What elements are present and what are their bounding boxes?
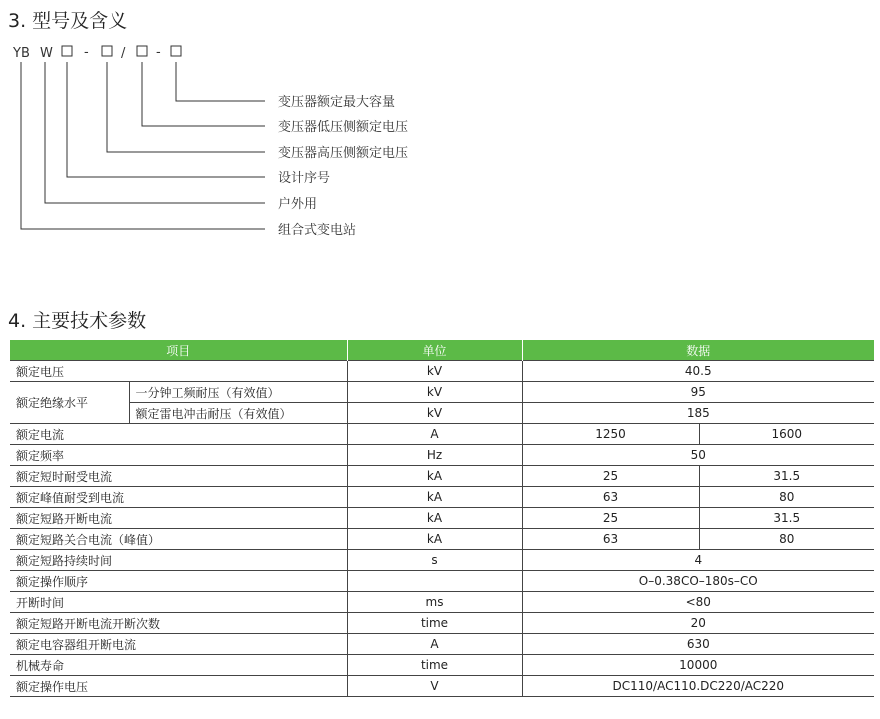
table-row (10, 550, 874, 571)
bracket-line-2 (142, 62, 265, 126)
row-value: <80 (522, 592, 874, 613)
table-row (10, 508, 874, 529)
code-dash-1: - (84, 45, 89, 60)
row-value: 40.5 (522, 361, 874, 382)
header-item: 项目 (10, 340, 347, 361)
row-unit (347, 571, 522, 592)
row-unit: V (347, 676, 522, 697)
header-unit: 单位 (347, 340, 522, 361)
row-value-2: 1600 (699, 424, 874, 445)
row-item: 额定操作电压 (10, 676, 347, 697)
code-dash-2: - (156, 45, 161, 60)
row-unit: kA (347, 487, 522, 508)
table-row (10, 676, 874, 697)
row-unit: A (347, 424, 522, 445)
row-item: 额定短路开断电流开断次数 (10, 613, 347, 634)
row-unit: kA (347, 466, 522, 487)
model-code-diagram (0, 36, 500, 246)
row-item: 额定短路关合电流（峰值） (10, 529, 347, 550)
row-item: 额定电流 (10, 424, 347, 445)
row-value-2: 80 (699, 529, 874, 550)
parameters-table (10, 340, 874, 697)
row-value: 630 (522, 634, 874, 655)
row-value-2: 31.5 (699, 508, 874, 529)
table-row (10, 382, 874, 403)
row-item: 额定峰值耐受到电流 (10, 487, 347, 508)
row-value-1: 1250 (522, 424, 699, 445)
row-subitem: 一分钟工频耐压（有效值） (129, 382, 347, 403)
table-row (10, 361, 874, 382)
row-value: O–0.38CO–180s–CO (522, 571, 874, 592)
code-prefix: YB (13, 46, 30, 61)
meaning-6: 组合式变电站 (278, 223, 357, 238)
row-unit: kA (347, 529, 522, 550)
bracket-line-6 (21, 62, 265, 229)
meaning-2: 变压器低压侧额定电压 (278, 120, 409, 135)
meaning-4: 设计序号 (278, 171, 331, 186)
row-value: 4 (522, 550, 874, 571)
bracket-line-3 (107, 62, 265, 152)
meaning-1: 变压器额定最大容量 (278, 95, 396, 110)
section-title-params: 4. 主要技术参数 (8, 310, 147, 332)
table-header-row (10, 340, 874, 361)
table-row (10, 613, 874, 634)
row-unit: s (347, 550, 522, 571)
row-item: 额定频率 (10, 445, 347, 466)
bracket-line-4 (67, 62, 265, 177)
code-box-3 (137, 46, 147, 56)
row-unit: kA (347, 508, 522, 529)
row-item: 额定操作顺序 (10, 571, 347, 592)
row-value: 20 (522, 613, 874, 634)
table-row (10, 445, 874, 466)
row-value-2: 80 (699, 487, 874, 508)
row-value: DC110/AC110.DC220/AC220 (522, 676, 874, 697)
header-data: 数据 (522, 340, 874, 361)
code-slash: / (121, 46, 126, 61)
table-row (10, 403, 874, 424)
row-unit: kV (347, 403, 522, 424)
table-row (10, 592, 874, 613)
row-item: 额定短路持续时间 (10, 550, 347, 571)
meaning-5: 户外用 (278, 197, 318, 212)
row-value: 50 (522, 445, 874, 466)
row-unit: time (347, 655, 522, 676)
table-row (10, 655, 874, 676)
table-row (10, 424, 874, 445)
table-row (10, 529, 874, 550)
bracket-line-5 (45, 62, 265, 203)
table-row (10, 571, 874, 592)
row-item: 开断时间 (10, 592, 347, 613)
row-value: 95 (522, 382, 874, 403)
code-box-1 (62, 46, 72, 56)
table-row (10, 487, 874, 508)
row-value: 185 (522, 403, 874, 424)
code-box-4 (171, 46, 181, 56)
row-unit: ms (347, 592, 522, 613)
meaning-3: 变压器高压侧额定电压 (278, 146, 409, 161)
row-unit: A (347, 634, 522, 655)
row-value-1: 63 (522, 487, 699, 508)
row-unit: kV (347, 382, 522, 403)
section-title-model: 3. 型号及含义 (8, 10, 128, 32)
code-box-2 (102, 46, 112, 56)
row-unit: time (347, 613, 522, 634)
code-letter: W (40, 46, 53, 61)
row-item: 额定电容器组开断电流 (10, 634, 347, 655)
bracket-line-1 (176, 62, 265, 101)
row-subitem: 额定雷电冲击耐压（有效值） (129, 403, 347, 424)
row-unit: kV (347, 361, 522, 382)
row-item: 额定电压 (10, 361, 347, 382)
row-item: 机械寿命 (10, 655, 347, 676)
table-row (10, 634, 874, 655)
row-item: 额定绝缘水平 (10, 382, 129, 424)
table-row (10, 466, 874, 487)
row-value-1: 25 (522, 466, 699, 487)
row-value-2: 31.5 (699, 466, 874, 487)
row-value-1: 25 (522, 508, 699, 529)
row-item: 额定短路开断电流 (10, 508, 347, 529)
row-value: 10000 (522, 655, 874, 676)
row-value-1: 63 (522, 529, 699, 550)
row-item: 额定短时耐受电流 (10, 466, 347, 487)
row-unit: Hz (347, 445, 522, 466)
